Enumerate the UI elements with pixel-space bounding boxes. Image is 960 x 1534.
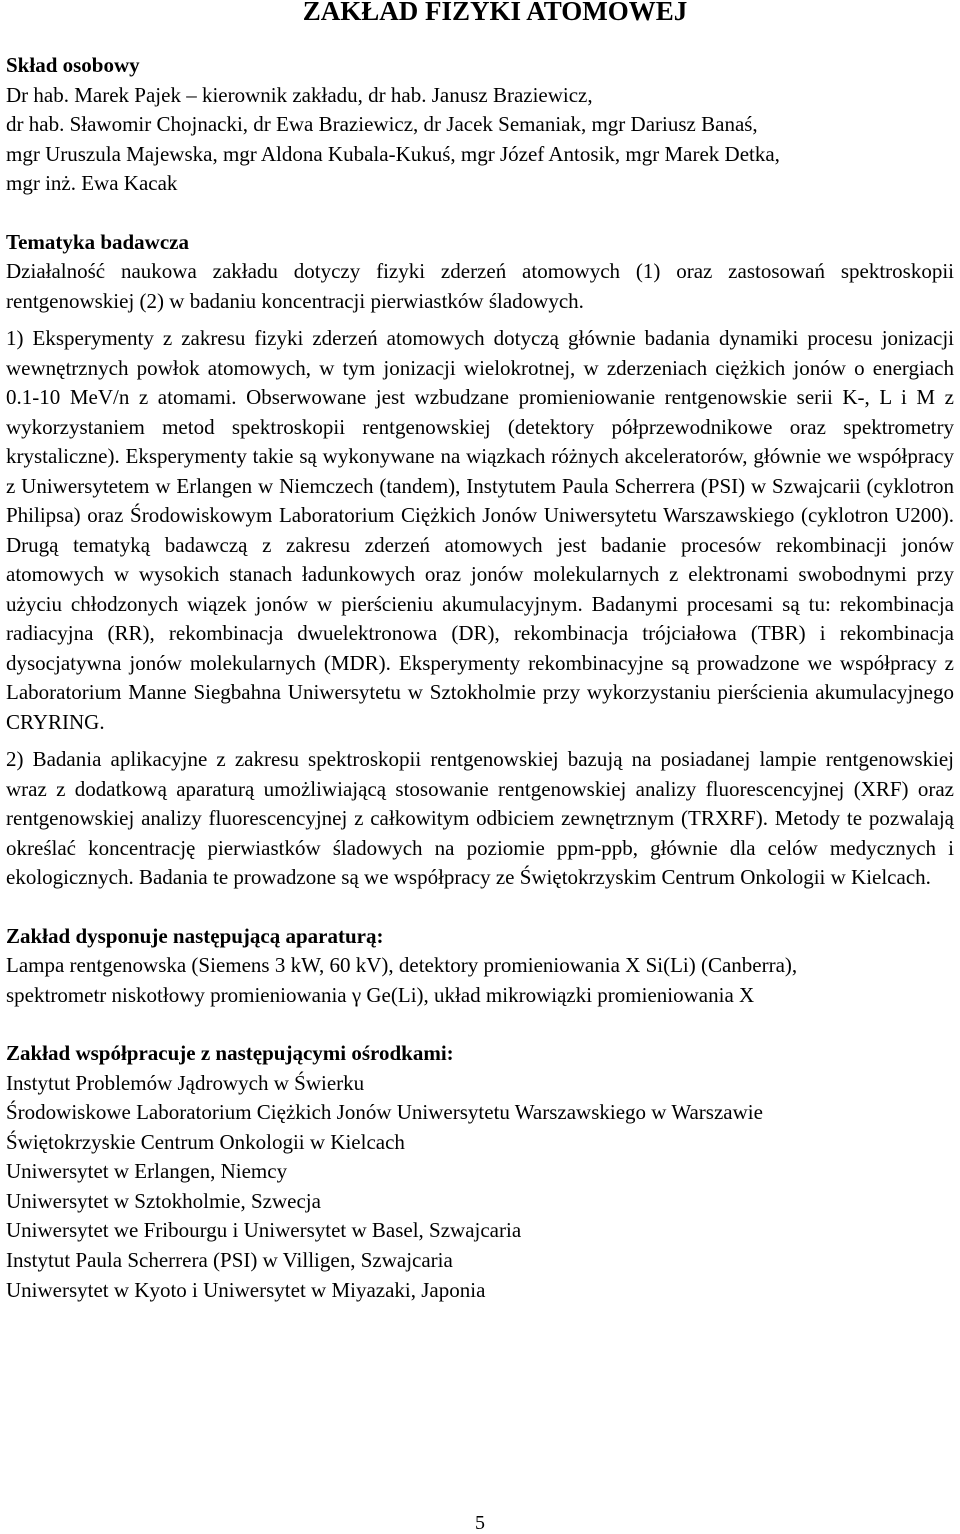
partners-section [6, 1039, 954, 1305]
partner-item: Uniwersytet w Sztokholmie, Szwecja [6, 1188, 321, 1213]
equipment-heading: Zakład dysponuje następującą aparaturą: [6, 923, 384, 948]
partners-heading: Zakład współpracuje z następującymi ośrodkami: [6, 1041, 454, 1065]
staff-line: mgr Uruszula Majewska, mgr Aldona Kubala-Kukuś, mgr Józef Antosik, mgr Marek Detka, [6, 141, 780, 166]
equipment-line: Lampa rentgenowska (Siemens 3 kW, 60 kV), detektory promieniowania X Si(Li) (Canberra), [6, 953, 798, 977]
staff-line: Dr hab. Marek Pajek – kierownik zakładu, dr hab. Janusz Braziewicz, [6, 82, 593, 107]
research-paragraph-2: 2) Badania aplikacyjne z zakresu spektroskopii rentgenowskiej bazują na posiadanej lampie rentgenowskiej wraz z dodatkową aparaturą umożliwiającą stosowanie rentgenowskiej analizy fluorescencyjnej (XRF) oraz rentgenowskiej analizy fluorescencyjnej z całkowitym odbiciem zewnętrznym (TRXRF). Metody te pozwalają określać koncentrację pierwiastków śladowych na poziomie ppm-ppb, głównie dla celów medycznych i ekologicznych. Badania te prowadzone są we współpracy ze Świętokrzyskim Centrum Onkologii w Kielcach. [6, 747, 954, 889]
partner-item: Uniwersytet we Fribourgu i Uniwersytet w Basel, Szwajcaria [6, 1218, 522, 1243]
partner-item: Środowiskowe Laboratorium Ciężkich Jonów Uniwersytetu Warszawskiego w Warszawie [6, 1100, 763, 1125]
equipment-section [6, 922, 954, 1011]
staff-heading: Skład osobowy [6, 53, 140, 77]
partner-item: Instytut Paula Scherrera (PSI) w Villigen, Szwajcaria [6, 1248, 453, 1273]
partner-item: Świętokrzyskie Centrum Onkologii w Kielcach [6, 1129, 405, 1154]
page-number: 5 [475, 1512, 485, 1534]
research-heading: Tematyka badawcza [6, 229, 189, 254]
research-intro: Działalność naukowa zakładu dotyczy fizyki zderzeń atomowych (1) oraz zastosowań spektroskopii rentgenowskiej (2) w badaniu koncentracji pierwiastków śladowych. [6, 259, 954, 313]
document-page [6, 0, 954, 1305]
page-title: ZAKŁAD FIZYKI ATOMOWEJ [302, 0, 688, 26]
research-section [6, 228, 954, 893]
partner-item: Instytut Problemów Jądrowych w Świerku [6, 1070, 365, 1095]
research-paragraph-1: 1) Eksperymenty z zakresu fizyki zderzeń atomowych dotyczą głównie badania dynamiki procesu jonizacji wewnętrznych powłok atomowych, w tym jonizacji wielokrotnej, w zderzeniach ciężkich jonów o energiach 0.1-10 MeV/n z atomami. Obserwowane jest wzbudzane promieniowanie rentgenowskie serii K-, L i M z wykorzystaniem metod spektroskopii rentgenowskiej (detektory półprzewodnikowe oraz spektrometry krystaliczne). Eksperymenty takie są wykonywane na wiązkach różnych akceleratorów, głównie we współpracy z Uniwersytetem w Erlangen w Niemczech (tandem), Instytutem Paula Scherrera (PSI) w Szwajcarii (cyklotron Philipsa) oraz Środowiskowym Laboratorium Ciężkich Jonów Uniwersytetu Warszawskiego (cyklotron U200). Drugą tematyką badawczą z zakresu zderzeń atomowych jest badanie procesów rekombinacji jonów atomowych w wysokich stanach ładunkowych oraz jonów molekularnych z elektronami swobodnymi przy użyciu chłodzonych wiązek jonów w pierścieniu akumulacyjnym. Badanymi procesami są tu: rekombinacja radiacyjna (RR), rekombinacja dwuelektronowa (DR), rekombinacja trójciałowa (TBR) i rekombinacja dysocjatywna jonów molekularnych (MDR). Eksperymenty rekombinacyjne są prowadzone we współpracy z Laboratorium Manne Siegbahna Uniwersytetu w Sztokholmie przy wykorzystaniu pierścienia akumulacyjnego CRYRING. [6, 326, 954, 734]
equipment-line: spektrometr niskotłowy promieniowania γ Ge(Li), układ mikrowiązki promieniowania X [6, 982, 755, 1007]
partner-item: Uniwersytet w Kyoto i Uniwersytet w Miyazaki, Japonia [6, 1277, 486, 1302]
partner-item: Uniwersytet w Erlangen, Niemcy [6, 1159, 288, 1184]
staff-line: dr hab. Sławomir Chojnacki, dr Ewa Braziewicz, dr Jacek Semaniak, mgr Dariusz Banaś, [6, 112, 758, 136]
staff-section [6, 51, 954, 199]
staff-line: mgr inż. Ewa Kacak [6, 171, 178, 195]
